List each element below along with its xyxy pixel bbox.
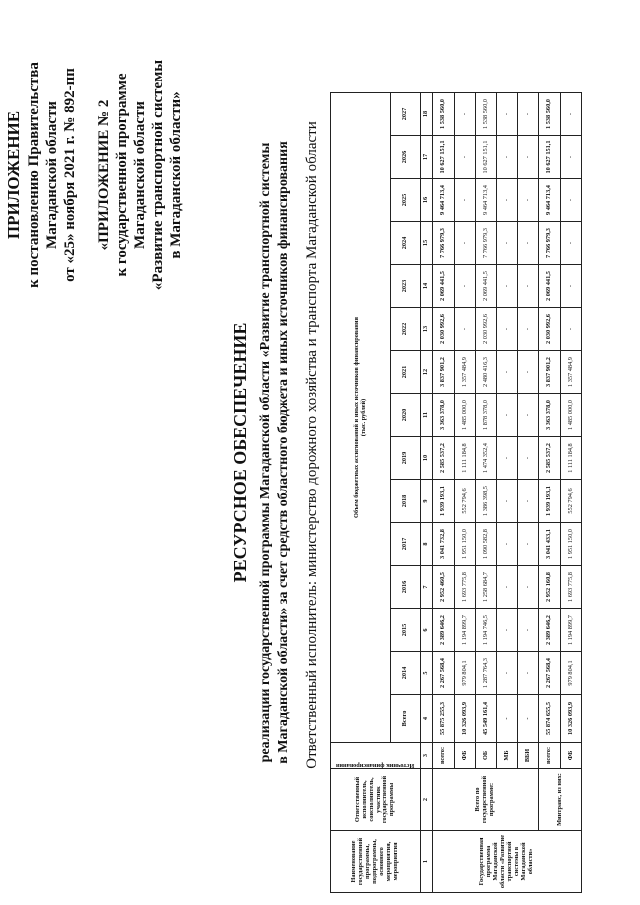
value-cell: 2 030 992,6: [539, 308, 561, 351]
header-year: 2026: [391, 136, 421, 179]
value-cell: -: [518, 394, 539, 437]
value-cell: -: [455, 93, 476, 136]
value-cell: -: [497, 523, 518, 566]
value-cell: -: [455, 179, 476, 222]
value-cell: 3 837 901,2: [433, 351, 455, 394]
header-year: 2024: [391, 222, 421, 265]
column-number: 2: [421, 769, 433, 831]
value-cell: -: [497, 222, 518, 265]
header-year: 2018: [391, 480, 421, 523]
column-number: 1: [421, 831, 433, 893]
column-number: 11: [421, 394, 433, 437]
value-cell: -: [497, 652, 518, 695]
value-cell: 2 389 646,2: [433, 609, 455, 652]
column-number: 7: [421, 566, 433, 609]
header-year: 2014: [391, 652, 421, 695]
value-cell: 1 939 193,1: [433, 480, 455, 523]
value-cell: 2 952 460,5: [433, 566, 455, 609]
value-cell: 45 549 161,4: [476, 695, 497, 743]
column-number: 9: [421, 480, 433, 523]
value-cell: 9 464 713,4: [539, 179, 561, 222]
value-cell: -: [518, 652, 539, 695]
value-cell: 1 194 746,5: [476, 609, 497, 652]
value-cell: 7 766 979,3: [539, 222, 561, 265]
value-cell: 55 874 655,5: [539, 695, 561, 743]
value-cell: 3 837 901,2: [539, 351, 561, 394]
value-cell: 979 804,1: [561, 652, 582, 695]
doc-title: РЕСУРСНОЕ ОБЕСПЕЧЕНИЕ: [230, 322, 250, 583]
appendix-line: от «25» ноября 2021 г. № 892-пп: [62, 68, 78, 282]
value-cell: -: [518, 136, 539, 179]
value-cell: -: [497, 179, 518, 222]
table-body: [433, 93, 582, 893]
value-cell: 979 804,1: [455, 652, 476, 695]
value-cell: 1 111 184,8: [455, 437, 476, 480]
source-cell: всего:: [539, 743, 561, 769]
column-number: 18: [421, 93, 433, 136]
value-cell: 1 357 484,9: [455, 351, 476, 394]
value-cell: 2 267 568,4: [433, 652, 455, 695]
table-row: [433, 93, 455, 893]
header-volume-unit: (тыс. рублей): [359, 398, 367, 437]
value-cell: 3 363 378,0: [433, 394, 455, 437]
header-year: 2023: [391, 265, 421, 308]
header-volume: [331, 93, 391, 743]
header-year: 2021: [391, 351, 421, 394]
column-number-row: [421, 93, 433, 893]
value-cell: 1 258 684,7: [476, 566, 497, 609]
value-cell: -: [561, 136, 582, 179]
column-number: 5: [421, 652, 433, 695]
source-cell: всего:: [433, 743, 455, 769]
value-cell: -: [455, 222, 476, 265]
value-cell: 1 878 378,0: [476, 394, 497, 437]
ministry-label: Минтранс, из них:: [539, 769, 582, 831]
doc-subtitle: в Магаданской области» за счет средств областного бюджета и иных источников финансирования: [276, 141, 291, 764]
program-name-cell: Государственная программа Магаданской области «Развитие транспортной системы в Магаданской области»: [433, 831, 582, 893]
value-cell: 1 357 484,9: [561, 351, 582, 394]
value-cell: 2 389 646,2: [539, 609, 561, 652]
value-cell: 1 287 764,3: [476, 652, 497, 695]
value-cell: -: [561, 308, 582, 351]
value-cell: 1 485 000,0: [561, 394, 582, 437]
sub-appendix-line: в Магаданской области»: [168, 91, 184, 259]
column-number: 10: [421, 437, 433, 480]
table-row: [539, 93, 561, 893]
value-cell: -: [518, 93, 539, 136]
value-cell: -: [518, 265, 539, 308]
value-cell: 10 326 093,9: [455, 695, 476, 743]
value-cell: 1 474 352,4: [476, 437, 497, 480]
column-number: 3: [421, 743, 433, 769]
value-cell: 3 363 378,0: [539, 394, 561, 437]
value-cell: 9 464 713,4: [476, 179, 497, 222]
value-cell: -: [455, 265, 476, 308]
header-volume-text: Объем бюджетных ассигнований и иных источников финансирования: [352, 317, 360, 518]
header-year: 2015: [391, 609, 421, 652]
value-cell: 552 794,6: [455, 480, 476, 523]
value-cell: -: [497, 351, 518, 394]
header-executor: Ответственный исполнитель, соисполнитель, участник государственной программы: [331, 769, 421, 831]
column-number: 12: [421, 351, 433, 394]
column-number: 14: [421, 265, 433, 308]
appendix-line: Магаданской области: [44, 101, 60, 249]
value-cell: -: [518, 222, 539, 265]
value-cell: 2 069 441,5: [433, 265, 455, 308]
value-cell: 10 627 151,1: [539, 136, 561, 179]
value-cell: 1 194 899,7: [561, 609, 582, 652]
column-number: 17: [421, 136, 433, 179]
value-cell: 1 538 560,0: [476, 93, 497, 136]
sub-appendix-line: к государственной программе: [114, 73, 130, 277]
column-number: 6: [421, 609, 433, 652]
value-cell: -: [497, 136, 518, 179]
source-cell: ВБИ: [518, 743, 539, 769]
value-cell: -: [518, 566, 539, 609]
value-cell: -: [455, 308, 476, 351]
header-year: 2019: [391, 437, 421, 480]
value-cell: 7 766 979,3: [433, 222, 455, 265]
source-cell: ФБ: [561, 743, 582, 769]
value-cell: 552 794,6: [561, 480, 582, 523]
value-cell: -: [497, 480, 518, 523]
value-cell: -: [518, 351, 539, 394]
value-cell: 1 693 775,8: [455, 566, 476, 609]
executor-line: Ответственный исполнитель: министерство дорожного хозяйства и транспорта Магаданской области: [304, 121, 320, 769]
value-cell: 2 030 992,6: [433, 308, 455, 351]
header-year: 2025: [391, 179, 421, 222]
value-cell: -: [518, 609, 539, 652]
resource-table: [330, 92, 582, 893]
value-cell: 1 538 560,0: [539, 93, 561, 136]
value-cell: -: [497, 93, 518, 136]
value-cell: 1 951 150,0: [455, 523, 476, 566]
value-cell: -: [561, 265, 582, 308]
value-cell: 2 030 992,6: [476, 308, 497, 351]
header-source-text: Источник финансирования: [336, 762, 415, 769]
value-cell: -: [497, 695, 518, 743]
value-cell: -: [561, 93, 582, 136]
program-total-label: Всего по государственной программе:: [433, 769, 539, 831]
value-cell: -: [497, 308, 518, 351]
header-source: [331, 743, 421, 769]
value-cell: 1 194 899,7: [455, 609, 476, 652]
value-cell: -: [561, 222, 582, 265]
header-year: 2020: [391, 394, 421, 437]
value-cell: 2 480 416,3: [476, 351, 497, 394]
value-cell: -: [497, 437, 518, 480]
header-total: Всего: [391, 695, 421, 743]
doc-subtitle: реализации государственной программы Магаданской области «Развитие транспортной системы: [258, 142, 273, 763]
value-cell: 3 041 433,1: [539, 523, 561, 566]
value-cell: -: [518, 480, 539, 523]
value-cell: 1 111 184,8: [561, 437, 582, 480]
header-year: 2017: [391, 523, 421, 566]
value-cell: 2 585 537,2: [433, 437, 455, 480]
header-year: 2022: [391, 308, 421, 351]
value-cell: -: [518, 179, 539, 222]
value-cell: 1 090 582,8: [476, 523, 497, 566]
value-cell: -: [518, 308, 539, 351]
value-cell: 1 386 398,5: [476, 480, 497, 523]
value-cell: 55 875 255,3: [433, 695, 455, 743]
value-cell: 2 267 568,4: [539, 652, 561, 695]
sub-appendix-title: «ПРИЛОЖЕНИЕ № 2: [96, 99, 112, 251]
column-number: 16: [421, 179, 433, 222]
value-cell: 1 939 193,1: [539, 480, 561, 523]
value-cell: 9 464 713,4: [433, 179, 455, 222]
value-cell: -: [518, 523, 539, 566]
value-cell: -: [497, 609, 518, 652]
value-cell: 1 538 560,0: [433, 93, 455, 136]
appendix-line: к постановлению Правительства: [26, 62, 42, 288]
appendix-title: ПРИЛОЖЕНИЕ: [4, 110, 23, 240]
value-cell: 10 627 151,1: [476, 136, 497, 179]
value-cell: 2 585 537,2: [539, 437, 561, 480]
value-cell: 2 069 441,5: [539, 265, 561, 308]
value-cell: 3 041 732,8: [433, 523, 455, 566]
value-cell: 7 766 979,3: [476, 222, 497, 265]
value-cell: -: [455, 136, 476, 179]
source-cell: ФБ: [455, 743, 476, 769]
value-cell: 1 693 775,8: [561, 566, 582, 609]
value-cell: 10 326 093,9: [561, 695, 582, 743]
column-number: 4: [421, 695, 433, 743]
value-cell: -: [561, 179, 582, 222]
header-year: 2016: [391, 566, 421, 609]
value-cell: -: [497, 394, 518, 437]
sub-appendix-line: «Развитие транспортной системы: [150, 59, 166, 291]
value-cell: -: [518, 437, 539, 480]
source-cell: МБ: [497, 743, 518, 769]
column-number: 13: [421, 308, 433, 351]
value-cell: -: [518, 695, 539, 743]
column-number: 15: [421, 222, 433, 265]
source-cell: ОБ: [476, 743, 497, 769]
header-year: 2027: [391, 93, 421, 136]
header-name: Наименование государственной программы, подпрограммы, основного мероприятия, мероприятия: [331, 831, 421, 893]
value-cell: 2 069 441,5: [476, 265, 497, 308]
sub-appendix-line: Магаданской области: [132, 101, 148, 249]
value-cell: -: [497, 265, 518, 308]
value-cell: 1 485 000,0: [455, 394, 476, 437]
value-cell: 2 952 160,8: [539, 566, 561, 609]
value-cell: 1 951 150,0: [561, 523, 582, 566]
column-number: 8: [421, 523, 433, 566]
value-cell: 10 627 151,1: [433, 136, 455, 179]
value-cell: -: [497, 566, 518, 609]
